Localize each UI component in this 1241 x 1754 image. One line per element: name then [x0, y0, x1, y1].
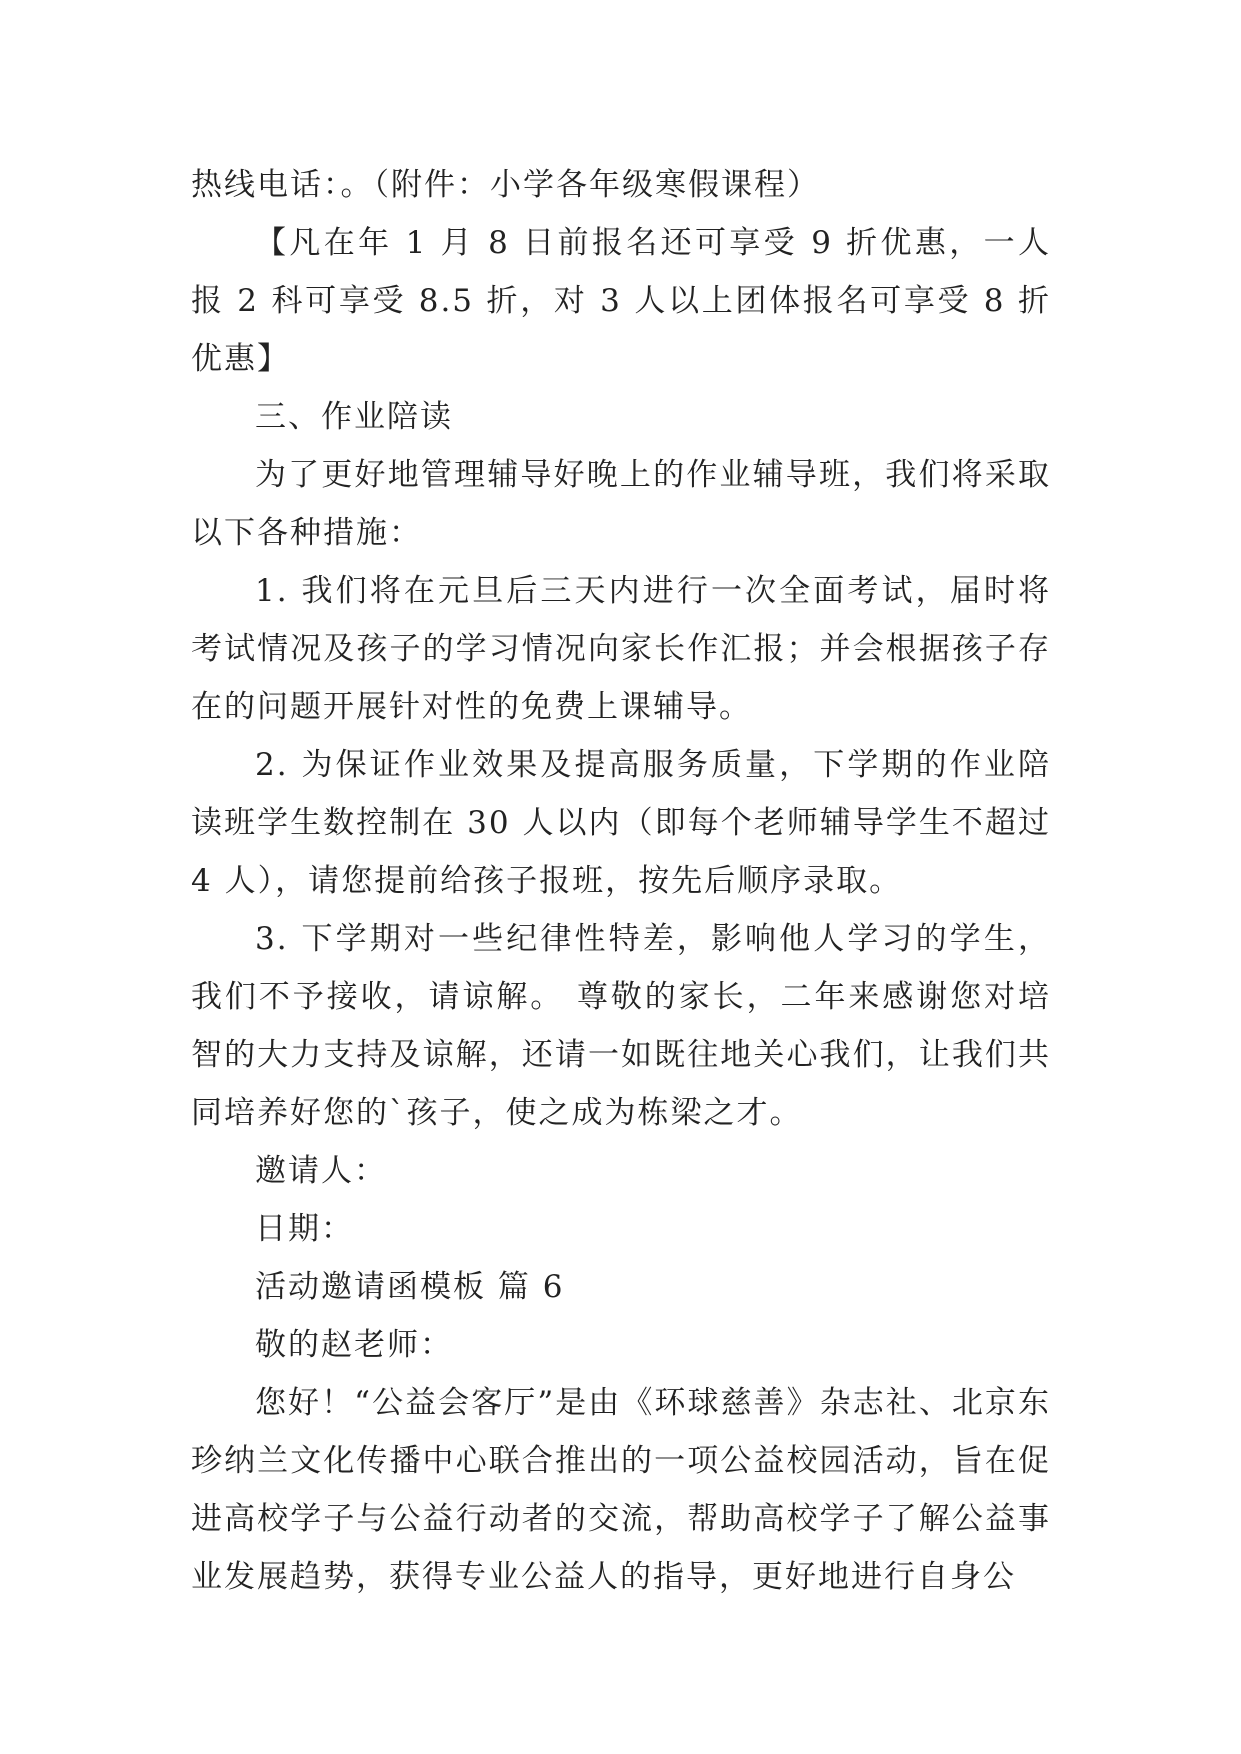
salutation: 敬的赵老师： — [255, 1327, 453, 1363]
paragraph-measure-1: 1. 我们将在元旦后三天内进行一次全面考试，届时将考试情况及孩子的学习情况向家长作汇报；并会根据孩子存在的问题开展针对性的免费上课辅导。 — [191, 573, 1051, 725]
date-line: 日期： — [255, 1211, 354, 1247]
template-title: 活动邀请函模板 篇 6 — [255, 1269, 565, 1305]
paragraph-measure-3: 3. 下学期对一些纪律性特差，影响他人学习的学生，我们不予接收，请谅解。 尊敬的家长，二年来感谢您对培智的大力支持及谅解，还请一如既往地关心我们，让我们共同培养好您的`孩子，使之成为栋梁之才。 — [191, 921, 1051, 1131]
inviter-line: 邀请人： — [255, 1153, 387, 1189]
paragraph-measure-2: 2. 为保证作业效果及提高服务质量，下学期的作业陪读班学生数控制在 30 人以内（即每个老师辅导学生不超过 4 人），请您提前给孩子报班，按先后顺序录取。 — [191, 747, 1051, 899]
paragraph-greeting: 您好！“公益会客厅”是由《环球慈善》杂志社、北京东珍纳兰文化传播中心联合推出的一项公益校园活动，旨在促进高校学子与公益行动者的交流，帮助高校学子了解公益事业发展趋势，获得专业公益人的指导，更好地进行自身公 — [191, 1385, 1051, 1595]
paragraph-discount: 【凡在年 1 月 8 日前报名还可享受 9 折优惠，一人报 2 科可享受 8.5 折，对 3 人以上团体报名可享受 8 折优惠】 — [191, 225, 1051, 377]
paragraph-measures-intro: 为了更好地管理辅导好晚上的作业辅导班，我们将采取以下各种措施： — [191, 457, 1051, 551]
paragraph-hotline: 热线电话：。（附件：小学各年级寒假课程） — [191, 167, 820, 203]
document-body — [191, 156, 1051, 1606]
section-heading-homework: 三、作业陪读 — [255, 399, 453, 435]
